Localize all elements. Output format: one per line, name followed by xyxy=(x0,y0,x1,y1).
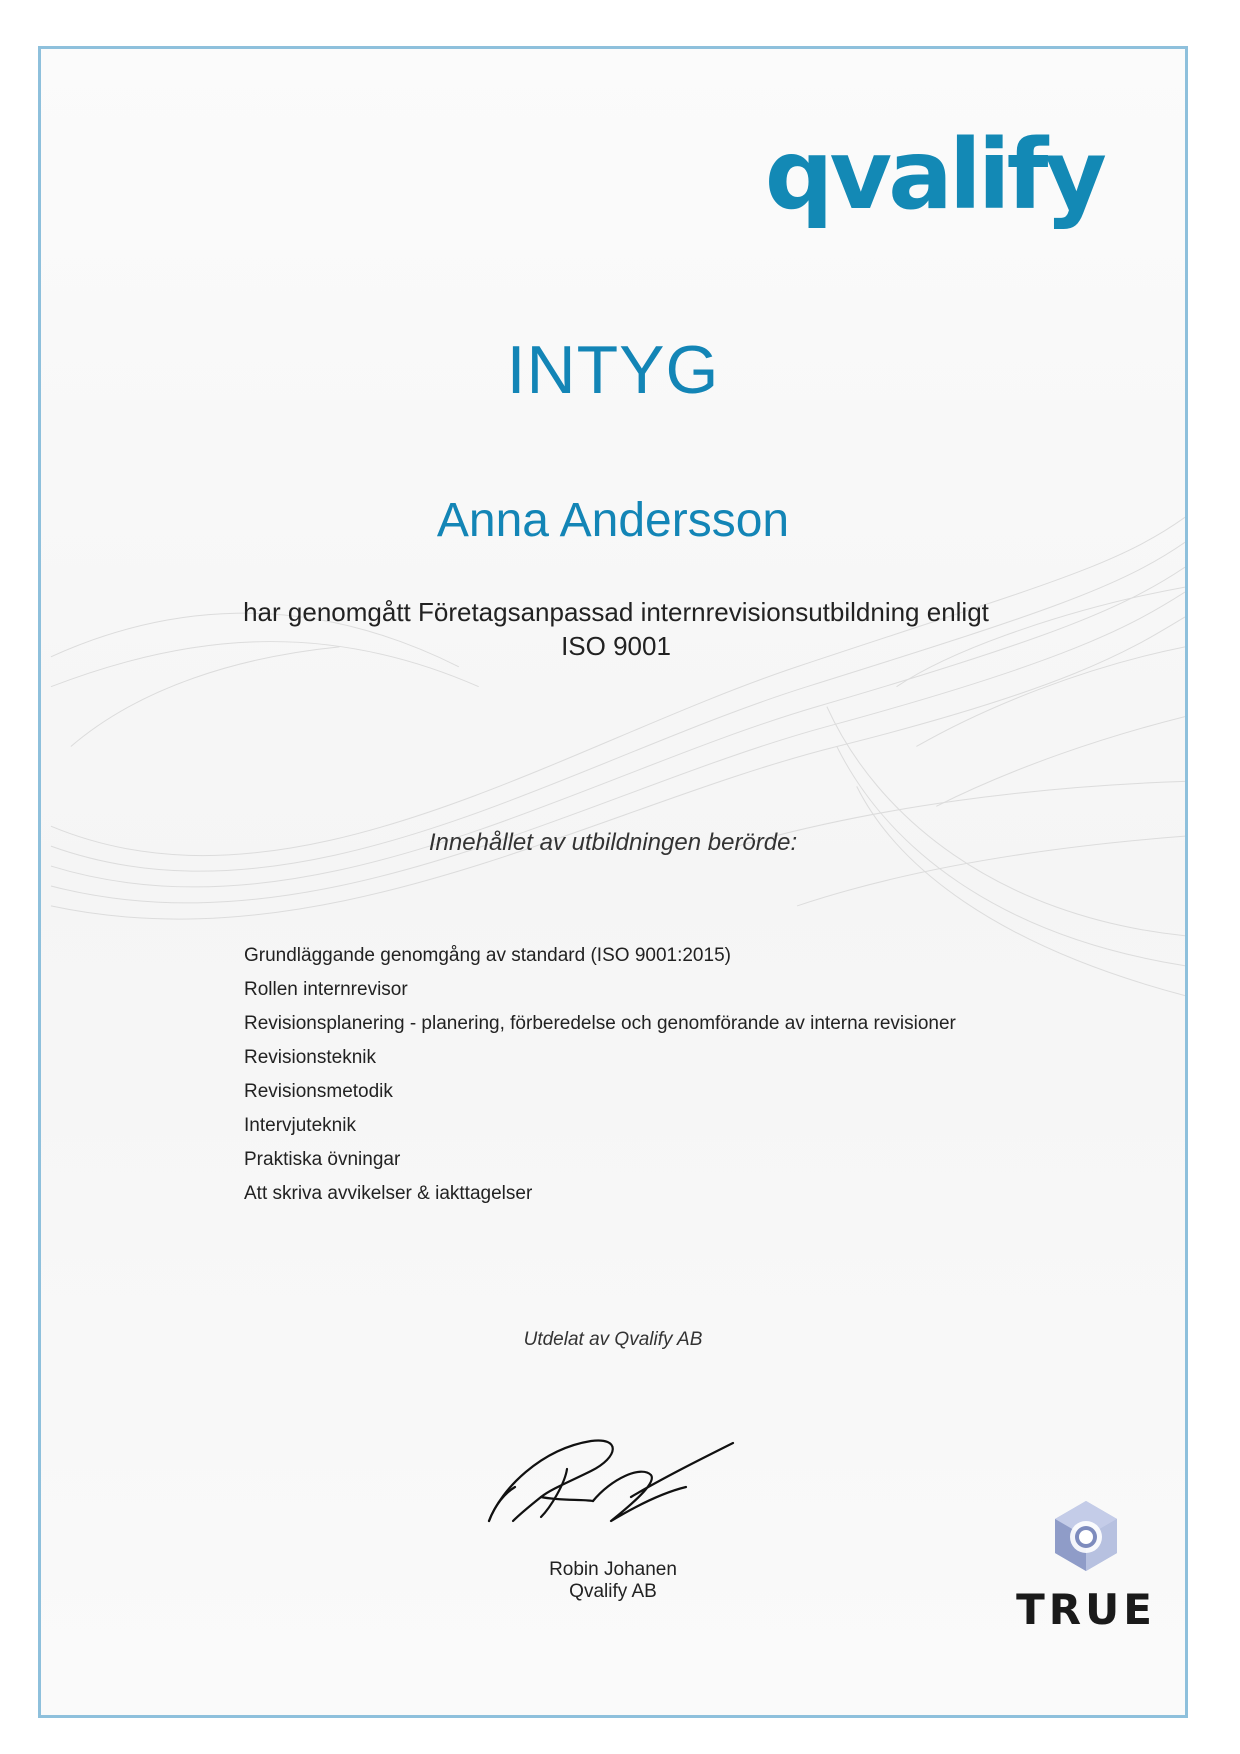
qvalify-logo: qvalify xyxy=(764,119,1103,231)
topic-item: Revisionsmetodik xyxy=(244,1081,393,1102)
true-wordmark: TRUE xyxy=(1016,1585,1156,1634)
topics-heading: Innehållet av utbildningen berörde: xyxy=(428,829,798,856)
signer-organization: Qvalify AB xyxy=(569,1581,657,1602)
topic-item: Revisionsteknik xyxy=(244,1047,376,1068)
statement-line-2: ISO 9001 xyxy=(561,631,671,661)
signer-name: Robin Johanen xyxy=(549,1559,677,1580)
topic-item: Att skriva avvikelser & iakttagelser xyxy=(244,1183,533,1204)
topic-item: Praktiska övningar xyxy=(244,1149,401,1170)
issued-by: Utdelat av Qvalify AB xyxy=(523,1329,703,1350)
statement-line-1: har genomgått Företagsanpassad internrevisionsutbildning enligt xyxy=(243,597,989,627)
true-cube-icon xyxy=(1049,1499,1123,1573)
completion-statement xyxy=(161,595,1071,663)
topic-item: Grundläggande genomgång av standard (ISO 9001:2015) xyxy=(244,945,731,966)
topics-list xyxy=(244,939,956,1211)
handwritten-signature xyxy=(481,1409,741,1539)
certificate-title: INTYG xyxy=(506,332,720,408)
recipient-name: Anna Andersson xyxy=(436,494,790,547)
topic-item: Revisionsplanering - planering, förberedelse och genomförande av interna revisioner xyxy=(244,1013,956,1034)
certificate-frame xyxy=(38,46,1188,1718)
true-badge xyxy=(1011,1499,1161,1634)
topic-item: Rollen internrevisor xyxy=(244,979,408,1000)
topic-item: Intervjuteknik xyxy=(244,1115,356,1136)
